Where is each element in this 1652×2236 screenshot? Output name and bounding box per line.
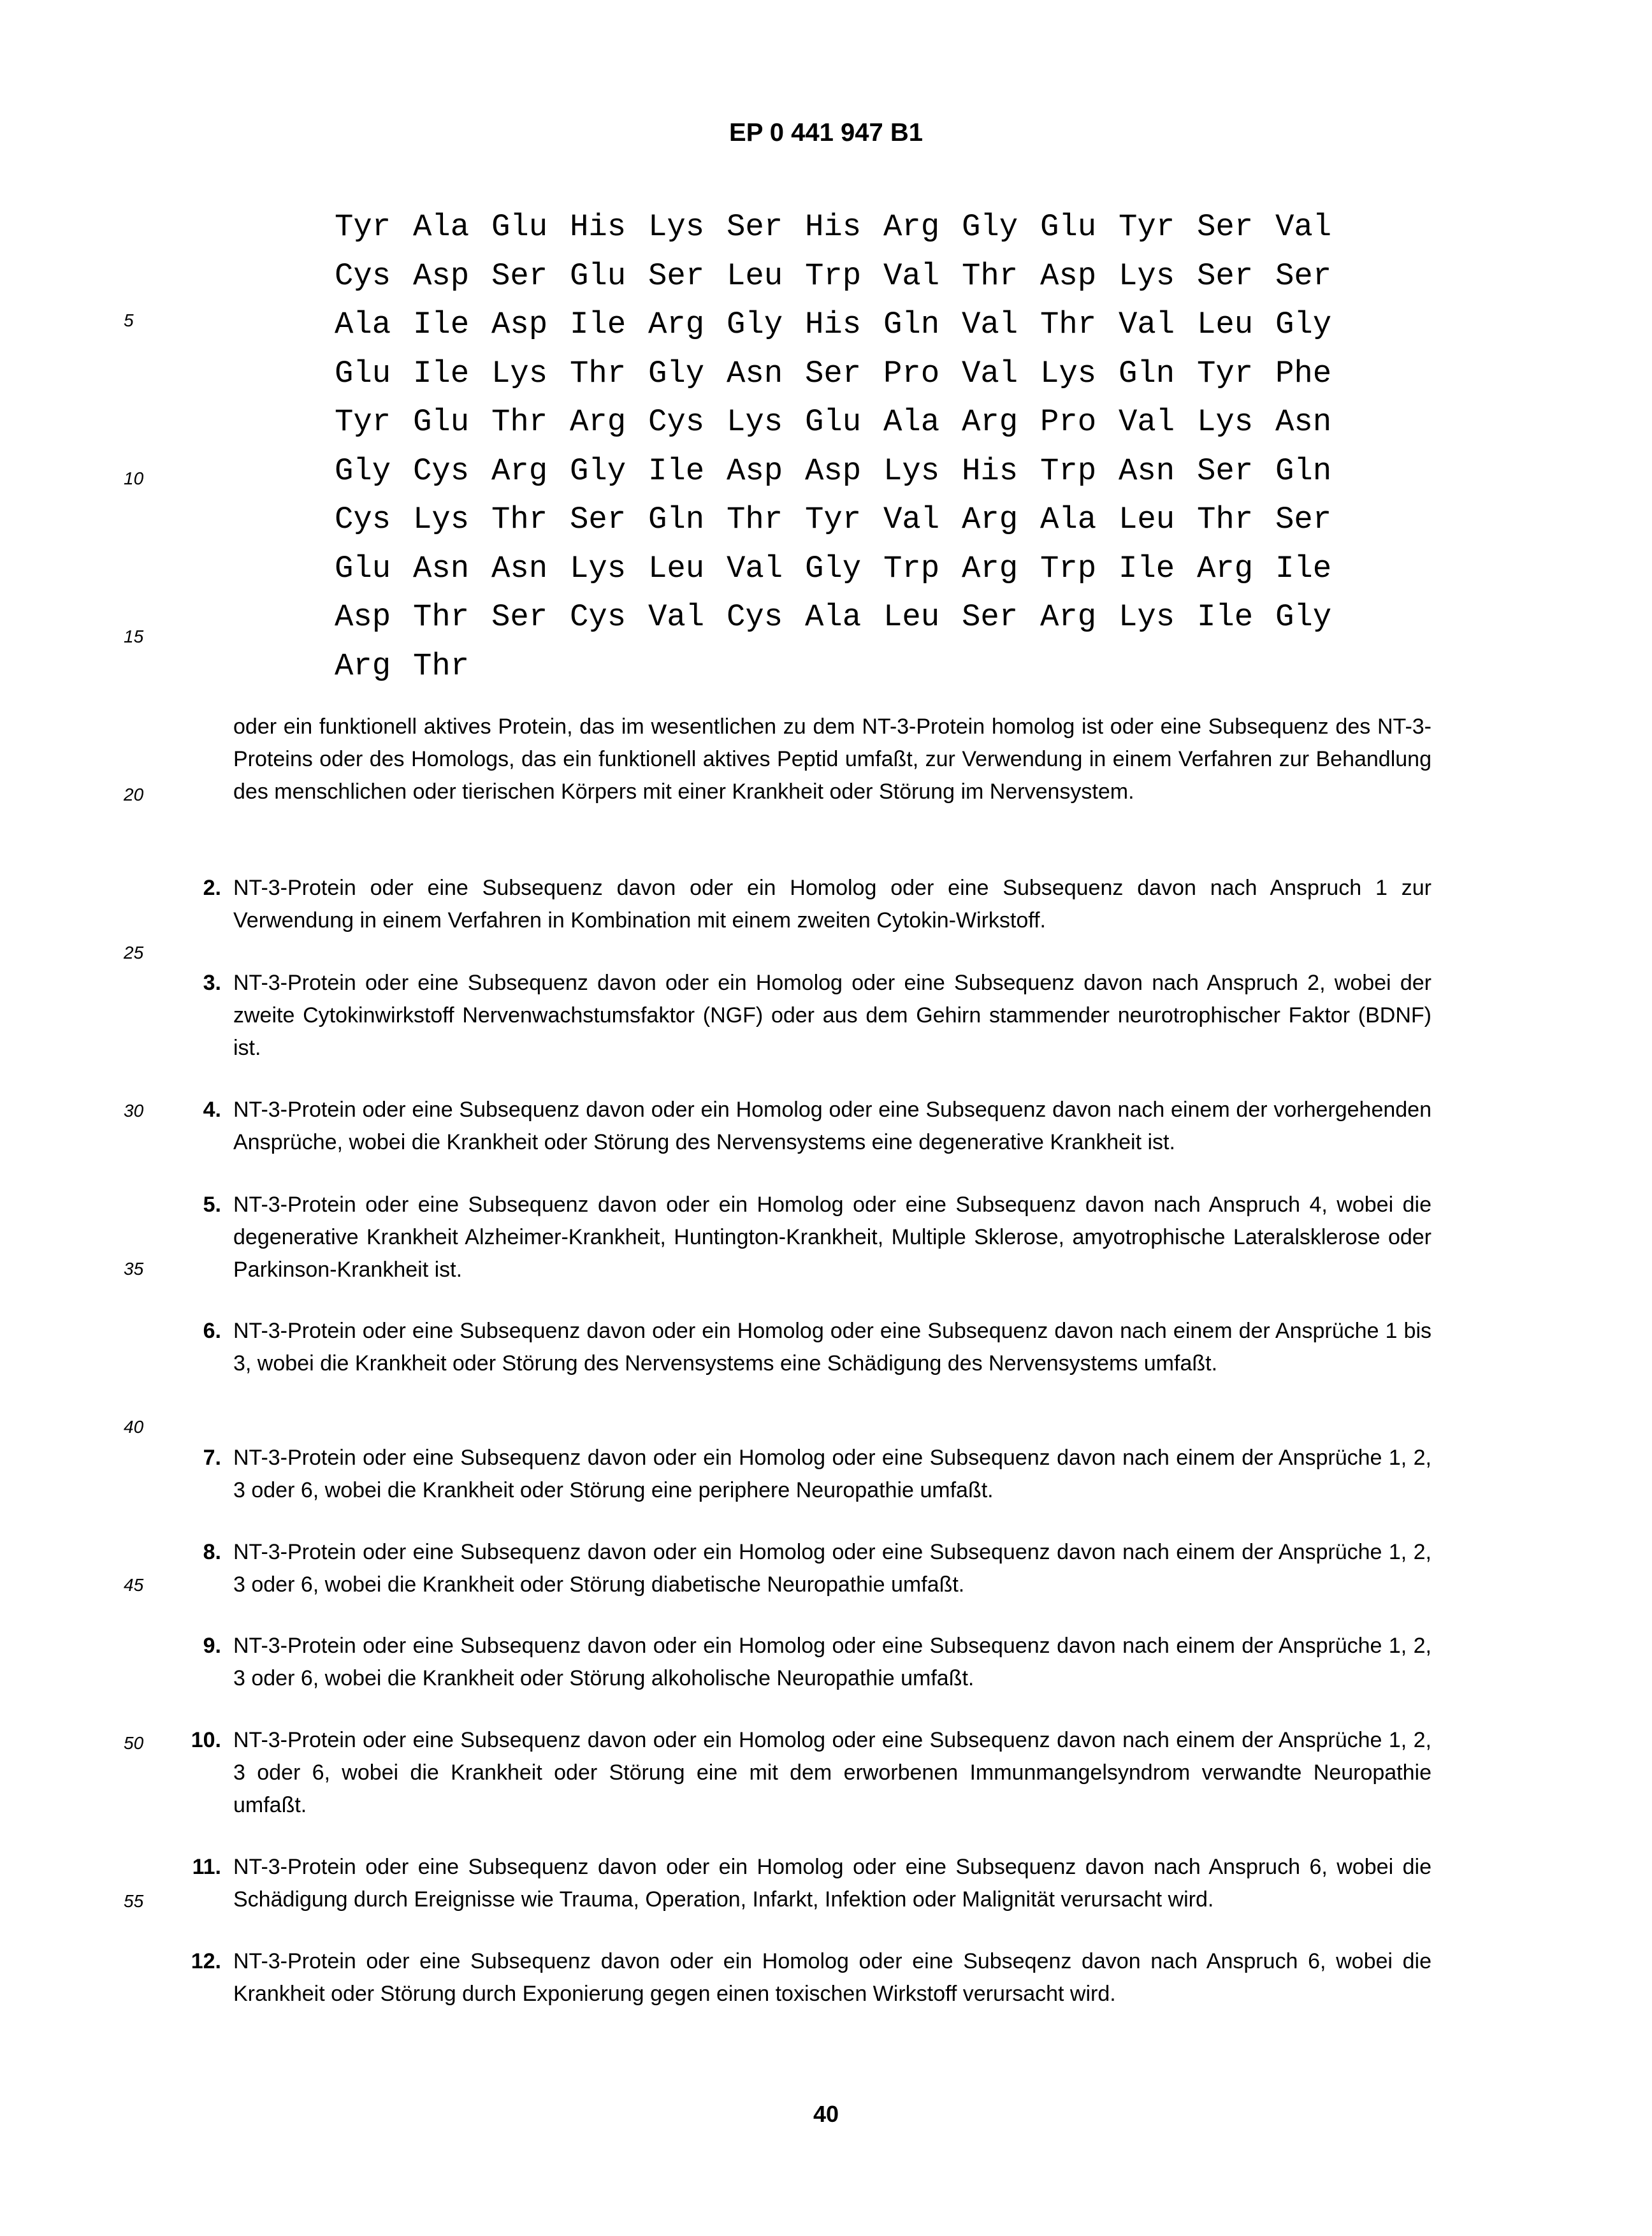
claim-number: 10. (191, 1728, 221, 1752)
line-number: 25 (124, 943, 144, 962)
claim-text: NT-3-Protein oder eine Subsequenz davon oder ein Homolog oder eine Subsequenz davon nach einem der Ansprüche 1 bis 3, wobei die Krankheit oder Störung des Nervensystems eine Schädigung des Nervensystems umfaßt. (233, 1319, 1431, 1376)
residue: Lys (1119, 258, 1175, 294)
residue: Gln (648, 502, 705, 537)
claim-text: NT-3-Protein oder eine Subsequenz davon oder ein Homolog oder eine Subsequenz davon nach Anspruch 6, wobei die Schädigung durch Ereignisse wie Trauma, Operation, Infarkt, Infektion oder Malignität verursacht wird. (233, 1855, 1431, 1912)
line-number: 55 (124, 1891, 144, 1911)
residue: Cys (335, 258, 391, 294)
sequence-row (335, 593, 1354, 642)
sequence-row (335, 495, 1354, 544)
residue: Gln (1275, 453, 1332, 489)
residue: Trp (805, 258, 862, 294)
line-number: 15 (124, 627, 144, 646)
residue: Pro (1040, 404, 1097, 440)
residue: Asp (413, 258, 470, 294)
residue: Arg (491, 453, 548, 489)
residue: Leu (1119, 502, 1175, 537)
sequence-row (335, 398, 1354, 447)
residue: Cys (413, 453, 470, 489)
residue: Glu (491, 209, 548, 245)
residue: Thr (413, 599, 470, 635)
residue: Val (962, 307, 1018, 342)
residue: Arg (883, 209, 940, 245)
claim-number: 6. (203, 1319, 221, 1343)
residue: Asn (1119, 453, 1175, 489)
line-number: 30 (124, 1101, 144, 1121)
claim-text: NT-3-Protein oder eine Subsequenz davon oder ein Homolog oder eine Subsequenz davon nach einem der Ansprüche 1, 2, 3 oder 6, wobei die Krankheit oder Störung eine periphere Neuropathie umfaßt. (233, 1446, 1431, 1502)
claim-number: 9. (203, 1634, 221, 1658)
residue: Tyr (1119, 209, 1175, 245)
residue: Glu (805, 404, 862, 440)
residue: Thr (413, 648, 470, 684)
residue: Leu (883, 599, 940, 635)
residue: Leu (727, 258, 783, 294)
residue: Ile (1119, 550, 1175, 586)
residue: Cys (570, 599, 627, 635)
claim-1-continuation: oder ein funktionell aktives Protein, das im wesentlichen zu dem NT-3-Protein homolog ist oder eine Subsequenz des NT-3-Proteins oder des Homologs, das ein funktionell aktives Peptid umfaßt, zur Verwendung in einem Verfahren zur Behandlung des menschlichen oder tierischen Körpers mit einer Krankheit oder Störung im Nervensystem. (233, 715, 1431, 804)
residue: Ser (648, 258, 705, 294)
residue: Gly (962, 209, 1018, 245)
residue: Thr (570, 355, 627, 391)
residue: Arg (570, 404, 627, 440)
residue: Ala (1040, 502, 1097, 537)
residue: Arg (1197, 550, 1254, 586)
claim-text: NT-3-Protein oder eine Subsequenz davon oder ein Homolog oder eine Subsequenz davon nach einem der vorhergehenden Ansprüche, wobei die Krankheit oder Störung des Nervensystems eine degenerative Krankheit ist. (233, 1098, 1431, 1154)
patent-number-header: EP 0 441 947 B1 (729, 119, 923, 147)
residue: Asp (727, 453, 783, 489)
residue: Leu (1197, 307, 1254, 342)
residue: Gly (805, 550, 862, 586)
sequence-row (335, 300, 1354, 349)
claim-number: 11. (192, 1855, 221, 1879)
residue: Arg (962, 404, 1018, 440)
residue: Lys (648, 209, 705, 245)
residue: Ala (805, 599, 862, 635)
claim-number: 4. (203, 1098, 221, 1122)
residue: Glu (570, 258, 627, 294)
residue: Ser (1275, 258, 1332, 294)
sequence-row (335, 349, 1354, 398)
residue: Asn (413, 550, 470, 586)
residue: Glu (413, 404, 470, 440)
residue: Gly (1275, 599, 1332, 635)
line-number: 45 (124, 1575, 144, 1595)
residue: Lys (1119, 599, 1175, 635)
residue: Thr (1197, 502, 1254, 537)
sequence-row (335, 447, 1354, 496)
residue: Trp (1040, 453, 1097, 489)
residue: Asp (805, 453, 862, 489)
residue: Arg (962, 550, 1018, 586)
sequence-row (335, 642, 1354, 691)
residue: Gly (1275, 307, 1332, 342)
sequence-row (335, 544, 1354, 593)
residue: Cys (335, 502, 391, 537)
residue: Lys (491, 355, 548, 391)
residue: Asp (491, 307, 548, 342)
residue: Ser (570, 502, 627, 537)
residue: Trp (883, 550, 940, 586)
residue: Arg (962, 502, 1018, 537)
residue: Lys (1040, 355, 1097, 391)
residue: Ser (1275, 502, 1332, 537)
line-number: 5 (124, 310, 134, 330)
residue: Thr (491, 502, 548, 537)
residue: Cys (648, 404, 705, 440)
residue: Asn (491, 550, 548, 586)
residue: Glu (335, 355, 391, 391)
claim-number: 12. (191, 1949, 221, 1973)
residue: Val (1119, 307, 1175, 342)
residue: Ile (648, 453, 705, 489)
residue: Tyr (335, 209, 391, 245)
residue: Asn (1275, 404, 1332, 440)
residue: Thr (1040, 307, 1097, 342)
line-number: 20 (124, 785, 144, 804)
residue: Glu (335, 550, 391, 586)
residue: Lys (413, 502, 470, 537)
residue: Ile (413, 355, 470, 391)
residue: Ser (1197, 209, 1254, 245)
claim-text: NT-3-Protein oder eine Subsequenz davon oder ein Homolog oder eine Subsequenz davon nach Anspruch 2, wobei der zweite Cytokinwirkstoff Nervenwachstumsfaktor (NGF) oder aus dem Gehirn stammender neurotrophischer Faktor (BDNF) ist. (233, 971, 1431, 1060)
residue: Asn (727, 355, 783, 391)
residue: Ser (491, 258, 548, 294)
residue: Ala (413, 209, 470, 245)
residue: Gly (727, 307, 783, 342)
residue: Arg (648, 307, 705, 342)
residue: Arg (1040, 599, 1097, 635)
residue: Trp (1040, 550, 1097, 586)
residue: Gly (570, 453, 627, 489)
claim-number: 3. (203, 971, 221, 995)
residue: Ile (413, 307, 470, 342)
residue: Thr (491, 404, 548, 440)
residue: Ser (1197, 453, 1254, 489)
residue: His (570, 209, 627, 245)
residue: His (962, 453, 1018, 489)
residue: Ile (1197, 599, 1254, 635)
residue: Asp (335, 599, 391, 635)
residue: Gly (648, 355, 705, 391)
residue: Val (1119, 404, 1175, 440)
residue: Val (648, 599, 705, 635)
residue: Lys (883, 453, 940, 489)
residue: Tyr (335, 404, 391, 440)
sequence-row (335, 252, 1354, 301)
residue: Ser (962, 599, 1018, 635)
claim-text: NT-3-Protein oder eine Subsequenz davon oder ein Homolog oder eine Subsequenz davon nach einem der Ansprüche 1, 2, 3 oder 6, wobei die Krankheit oder Störung alkoholische Neuropathie umfaßt. (233, 1634, 1431, 1690)
residue: Thr (962, 258, 1018, 294)
residue: Val (727, 550, 783, 586)
residue: Ser (805, 355, 862, 391)
line-number: 10 (124, 468, 144, 488)
residue: His (805, 209, 862, 245)
claim-text: NT-3-Protein oder eine Subsequenz davon oder ein Homolog oder eine Subsequenz davon nach einem der Ansprüche 1, 2, 3 oder 6, wobei die Krankheit oder Störung eine mit dem erworbenen Immunmangelsyndrom verwandte Neuropathie umfaßt. (233, 1728, 1431, 1817)
residue: Tyr (1197, 355, 1254, 391)
sequence-row (335, 203, 1354, 252)
amino-acid-sequence (335, 203, 1354, 690)
residue: Lys (1197, 404, 1254, 440)
residue: Gly (335, 453, 391, 489)
residue: Leu (648, 550, 705, 586)
residue: Lys (727, 404, 783, 440)
claim-text: NT-3-Protein oder eine Subsequenz davon oder ein Homolog oder eine Subsequenz davon nach Anspruch 1 zur Verwendung in einem Verfahren in Kombination mit einem zweiten Cytokin-Wirkstoff. (233, 876, 1431, 933)
claim-number: 2. (203, 876, 221, 900)
residue: Arg (335, 648, 391, 684)
residue: Val (962, 355, 1018, 391)
residue: Ser (1197, 258, 1254, 294)
residue: Lys (570, 550, 627, 586)
claim-number: 7. (203, 1446, 221, 1470)
line-number: 50 (124, 1733, 144, 1753)
residue: Thr (727, 502, 783, 537)
claim-number: 5. (203, 1193, 221, 1217)
residue: Gln (883, 307, 940, 342)
residue: Ala (335, 307, 391, 342)
residue: Val (883, 258, 940, 294)
line-number: 35 (124, 1259, 144, 1279)
line-number: 40 (124, 1417, 144, 1437)
residue: Gln (1119, 355, 1175, 391)
residue: Tyr (805, 502, 862, 537)
claim-text: NT-3-Protein oder eine Subsequenz davon oder ein Homolog oder eine Subsequenz davon nach einem der Ansprüche 1, 2, 3 oder 6, wobei die Krankheit oder Störung diabetische Neuropathie umfaßt. (233, 1540, 1431, 1597)
residue: Cys (727, 599, 783, 635)
residue: Asp (1040, 258, 1097, 294)
residue: Ala (883, 404, 940, 440)
residue: Phe (1275, 355, 1332, 391)
residue: Ser (727, 209, 783, 245)
residue: Pro (883, 355, 940, 391)
claim-text: NT-3-Protein oder eine Subsequenz davon oder ein Homolog oder eine Subsequenz davon nach Anspruch 4, wobei die degenerative Krankheit Alzheimer-Krankheit, Huntington-Krankheit, Multiple Sklerose, amyotrophische Lateralsklerose oder Parkinson-Krankheit ist. (233, 1193, 1431, 1282)
residue: Val (883, 502, 940, 537)
residue: Glu (1040, 209, 1097, 245)
page-number: 40 (813, 2101, 839, 2127)
residue: Ile (1275, 550, 1332, 586)
residue: Ile (570, 307, 627, 342)
residue: Val (1275, 209, 1332, 245)
claim-number: 8. (203, 1540, 221, 1564)
residue: His (805, 307, 862, 342)
claim-text: NT-3-Protein oder eine Subsequenz davon oder ein Homolog oder eine Subseqenz davon nach Anspruch 6, wobei die Krankheit oder Störung durch Exponierung gegen einen toxischen Wirkstoff verursacht wird. (233, 1949, 1431, 2006)
residue: Ser (491, 599, 548, 635)
